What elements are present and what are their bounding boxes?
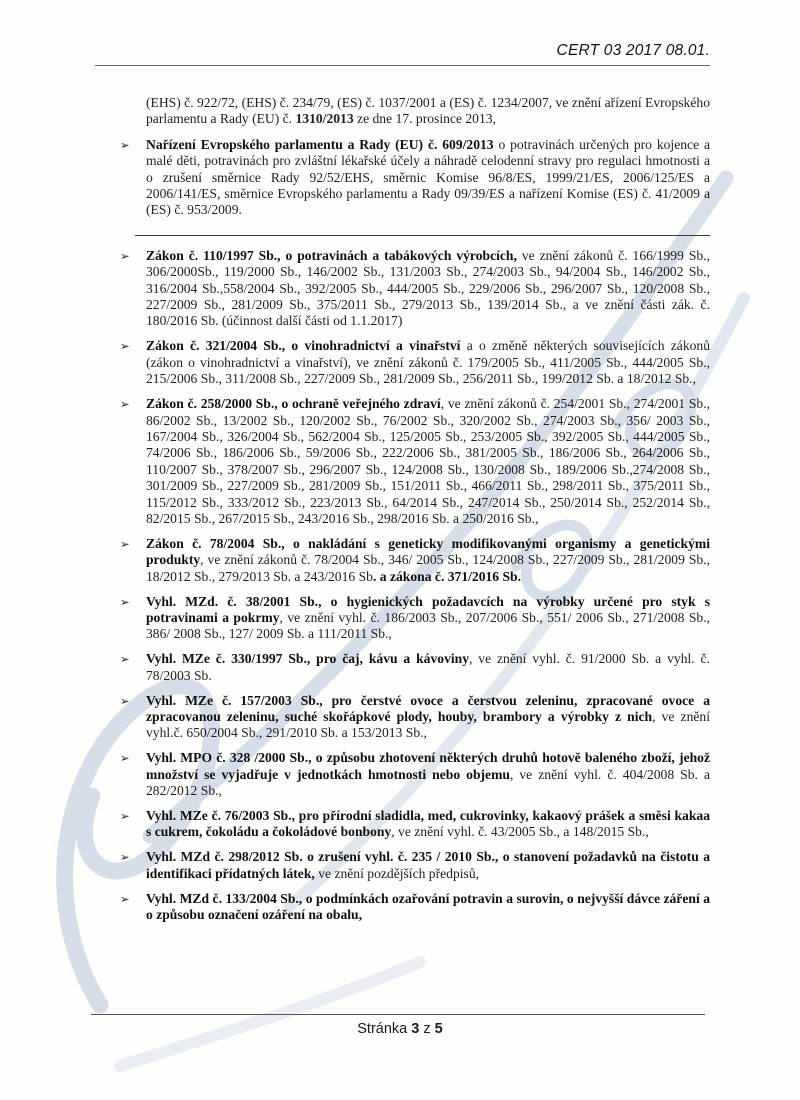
- arrow-bullet-icon: ➢: [120, 339, 130, 354]
- page-number: 3: [411, 1021, 420, 1037]
- page-label: Stránka: [357, 1021, 408, 1037]
- list-item-text: [146, 594, 710, 643]
- text-run: , ve znění vyhl. č. 404/2008 Sb. a 282/2012 Sb.,: [146, 766, 710, 799]
- text-run-bold: Zákon č. 110/1997 Sb., o potravinách a tabákových výrobcích,: [146, 247, 517, 263]
- text-run: ve znění zákonů č. 166/1999 Sb., 306/2000Sb., 119/2000 Sb., 146/2002 Sb., 131/2003 Sb., 274/2003 Sb., 94/2004 Sb., 146/2002 Sb., 316/2004 Sb.,558/2004 Sb., 392/2005 Sb., 444/2005 Sb., 229/2006 Sb., 296/2007 Sb., 120/2008 Sb., 227/2009 Sb., 281/2009 Sb., 375/2011 Sb., 279/2013 Sb., 139/2014 Sb., a ve znění části zák. č. 180/2016 Sb. (účinnost další části od 1.1.2017): [146, 247, 710, 329]
- text-run: o potravinách určených pro kojence a malé děti, potravinách pro zvláštní lékařské účely a náhradě celodenní stravy pro regulaci hmotnosti a o zrušení směrnice Rady 92/52/EHS, směrnic Komise 96/8/ES, 1999/21/ES, 2006/125/ES a 2006/141/ES, směrnice Evropského parlamentu a Rady 09/39/ES a nařízení Komise (ES) č. 41/2009 a (ES) č. 953/2009.: [146, 136, 711, 218]
- list-item: [120, 651, 710, 684]
- list-item: [120, 137, 710, 219]
- text-run-bold: Zákon č. 321/2004 Sb., o vinohradnictví a vinařství: [146, 338, 461, 354]
- text-run-bold: Vyhl. MZe č. 76/2003 Sb., pro přírodní sladidla, med, cukrovinky, kakaový prášek a směsi kakaa s cukrem, čokoládu a čokoládové bonbony: [146, 808, 710, 840]
- list-item: [120, 594, 710, 643]
- list-item-text: [146, 651, 710, 684]
- list-item-text: [146, 248, 710, 330]
- arrow-bullet-icon: ➢: [120, 652, 130, 667]
- text-run: , ve znění vyhl. č. 91/2000 Sb. a vyhl. č. 78/2003 Sb.: [146, 651, 710, 683]
- arrow-bullet-icon: ➢: [120, 248, 130, 263]
- section-divider: [135, 235, 710, 236]
- list-item-text: [146, 891, 710, 924]
- list-item: [120, 248, 710, 330]
- list-item-text: [146, 338, 710, 387]
- text-run-bold: Vyhl. MZd č. 298/2012 Sb. o zrušení vyhl. č. 235 / 2010 Sb., o stanovení požadavků na čistotu a identifikaci přídatných látek,: [146, 849, 710, 881]
- header-rule: [95, 65, 710, 66]
- text-run: , ve znění vyhl. č. 43/2005 Sb., a 148/2015 Sb.,: [391, 824, 649, 840]
- text-run-bold: 1310/2013: [295, 111, 354, 127]
- text-run-bold: Vyhl. MZe č. 330/1997 Sb., pro čaj, kávu a kávoviny: [146, 651, 469, 667]
- footer-rule: [91, 1014, 705, 1015]
- arrow-bullet-icon: ➢: [120, 137, 130, 152]
- list-item: [120, 808, 710, 841]
- list-item: [120, 849, 710, 882]
- text-run-bold: Vyhl. MPO č. 328 /2000 Sb., o způsobu zhotovení některých druhů hotově baleného zboží, jehož množství se vyjadřuje v jednotkách hmotnosti nebo objemu: [146, 750, 710, 782]
- list-item: [120, 750, 710, 799]
- legal-list: [120, 137, 710, 924]
- text-run: ve znění pozdějších předpisů,: [314, 865, 480, 881]
- text-run-bold: Zákon č. 258/2000 Sb., o ochraně veřejného zdraví: [146, 396, 441, 412]
- arrow-bullet-icon: ➢: [120, 536, 130, 551]
- text-run: (EHS) č. 922/72, (EHS) č. 234/79, (ES) č. 1037/2001 a (ES) č. 1234/2007, ve znění ařízení Evropského parlamentu a Rady (EU) č.: [146, 95, 710, 127]
- list-item: [120, 891, 710, 924]
- list-item: [120, 536, 710, 585]
- page-total: 5: [434, 1021, 443, 1037]
- text-run: , ve znění vyhl.č. 650/2004 Sb., 291/2010 Sb. a 153/2013 Sb.,: [146, 709, 710, 741]
- page-separator: z: [423, 1021, 431, 1037]
- list-item: [120, 693, 710, 742]
- list-item: [120, 396, 710, 527]
- arrow-bullet-icon: ➢: [120, 891, 130, 906]
- text-run-bold: Vyhl. MZd č. 133/2004 Sb., o podmínkách ozařování potravin a surovin, o nejvyšší dávce záření a o způsobu označení ozáření na obalu,: [146, 890, 710, 923]
- text-run: , ve znění zákonů č. 254/2001 Sb., 274/2001 Sb., 86/2002 Sb., 13/2002 Sb., 120/2002 Sb., 76/2002 Sb., 320/2002 Sb., 274/2003 Sb., 356/ 2003 Sb., 167/2004 Sb., 326/2004 Sb., 562/2004 Sb., 125/2005 Sb., 253/2005 Sb., 392/2005 Sb., 444/2005 Sb., 74/2006 Sb., 186/2006 Sb., 59/2006 Sb., 222/2006 Sb., 381/2005 Sb., 186/2006 Sb., 264/2006 Sb., 110/2007 Sb., 378/2007 Sb., 296/2007 Sb., 124/2008 Sb., 130/2008 Sb., 189/2006 Sb.,274/2008 Sb., 301/2009 Sb., 227/2009 Sb., 281/2009 Sb., 151/2011 Sb., 466/2011 Sb., 298/2011 Sb., 375/2011 Sb., 115/2012 Sb., 333/2012 Sb., 223/2013 Sb., 64/2014 Sb., 247/2014 Sb., 250/2014 Sb., 252/2014 Sb., 82/2015 Sb., 267/2015 Sb., 243/2016 Sb., 298/2016 Sb. a 250/2016 Sb.,: [146, 396, 711, 526]
- text-run-bold: Nařízení Evropského parlamentu a Rady (EU) č. 609/2013: [146, 136, 494, 152]
- list-item-text: [146, 750, 710, 799]
- list-item: [120, 338, 710, 387]
- arrow-bullet-icon: ➢: [120, 397, 130, 412]
- intro-paragraph: [146, 95, 710, 128]
- arrow-bullet-icon: ➢: [120, 751, 130, 766]
- page-footer: [0, 1014, 800, 1037]
- list-item-text: [146, 849, 710, 882]
- text-run-bold: Vyhl. MZe č. 157/2003 Sb., pro čerstvé ovoce a čerstvou zeleninu, zpracované ovoce a zpracovanou zeleninu, suché skořápkové plody, houby, brambory a výrobky z nich: [146, 692, 710, 724]
- list-item-text: [146, 396, 710, 527]
- arrow-bullet-icon: ➢: [120, 809, 130, 824]
- arrow-bullet-icon: ➢: [120, 850, 130, 865]
- arrow-bullet-icon: ➢: [120, 693, 130, 708]
- list-item-text: [146, 137, 710, 219]
- list-item-text: [146, 808, 710, 841]
- list-item-text: [146, 693, 710, 742]
- text-run: , ve znění vyhl. č. 186/2003 Sb., 207/2006 Sb., 551/ 2006 Sb., 271/2008 Sb., 386/ 2008 Sb., 127/ 2009 Sb. a 111/2011 Sb.,: [146, 609, 710, 642]
- page-number-line: [0, 1021, 800, 1037]
- document-code: CERT 03 2017 08.01.: [556, 42, 710, 59]
- text-run: , ve znění zákonů č. 78/2004 Sb., 346/ 2005 Sb., 124/2008 Sb., 227/2009 Sb., 281/2009 Sb., 18/2012 Sb., 279/2013 Sb. a 243/2016 Sb: [146, 552, 710, 584]
- text-run-bold: . a zákona č. 371/2016 Sb.: [372, 568, 522, 584]
- text-run-bold: Vyhl. MZd. č. 38/2001 Sb., o hygienických požadavcích na výrobky určené pro styk s potravinami a pokrmy: [146, 593, 710, 625]
- text-run-bold: Zákon č. 78/2004 Sb., o nakládání s geneticky modifikovanými organismy a genetickými produkty: [146, 535, 710, 568]
- arrow-bullet-icon: ➢: [120, 594, 130, 609]
- text-run: ze dne 17. prosince 2013,: [353, 111, 496, 127]
- list-item-text: [146, 536, 710, 585]
- text-run: a o změně některých souvisejících zákonů (zákon o vinohradnictví a vinařství), ve znění zákonů č. 179/2005 Sb., 411/2005 Sb., 444/2005 Sb., 215/2006 Sb., 311/2008 Sb., 227/2009 Sb., 281/2009 Sb., 256/2011 Sb., 199/2012 Sb. a 18/2012 Sb.,: [146, 338, 711, 387]
